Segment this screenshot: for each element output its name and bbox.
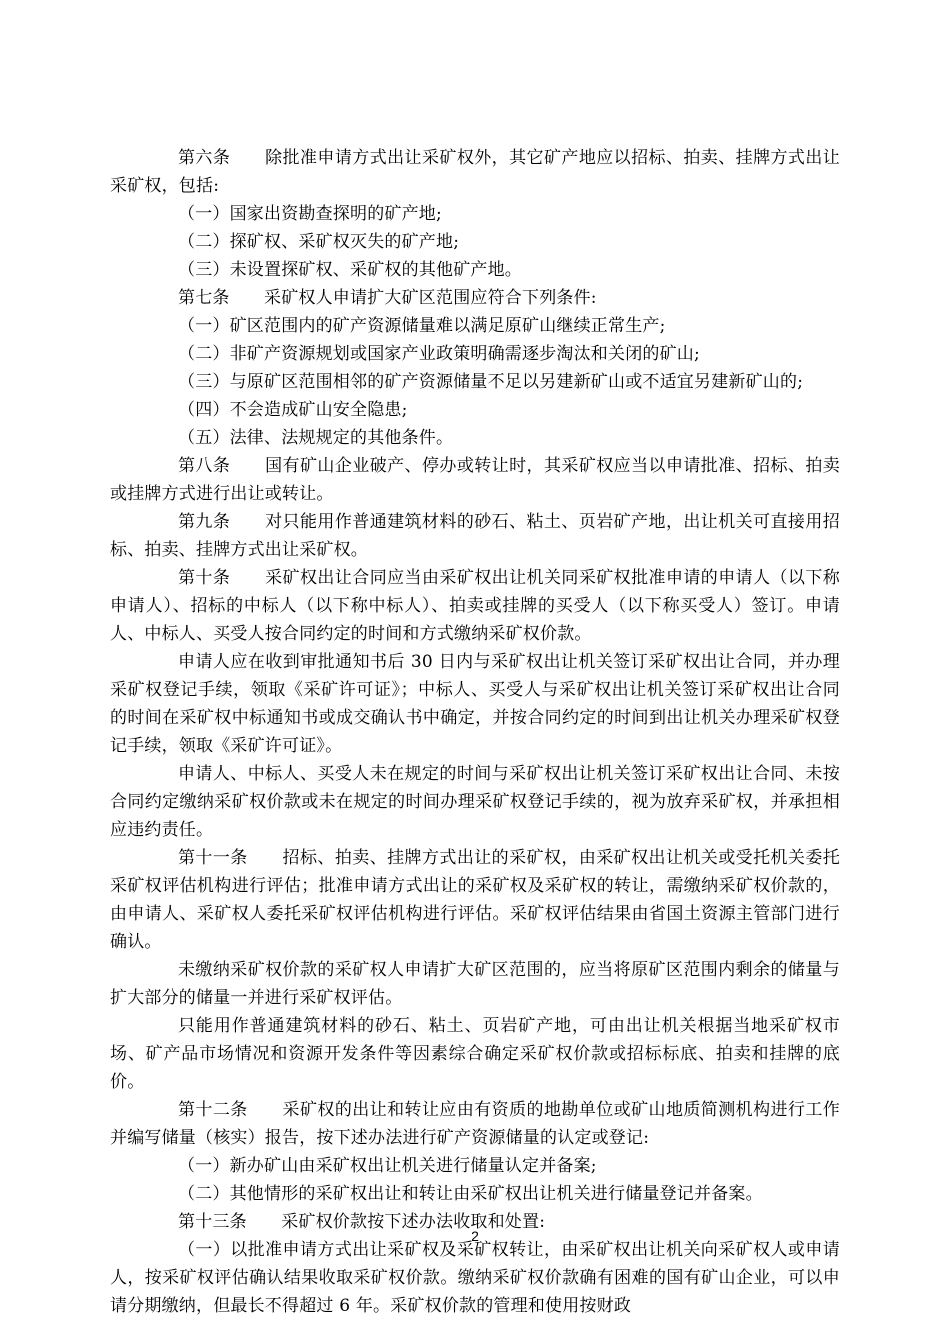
article-6-item-3: （三）未设置探矿权、采矿权的其他矿产地。 [178, 260, 522, 280]
article-10-para-2: 申请人应在收到审批通知书后 30 日内与采矿权出让机关签订采矿权出让合同，并办理采矿权登记手续，领取《采矿许可证》；中标人、买受人与采矿权出让机关签订采矿权出让合同的时间在采矿权中标通知书或成交确认书中确定，并按合同约定的时间到出让机关办理采矿权登记手续，领取《采矿许可证》。 [110, 652, 840, 756]
article-11-para-3: 只能用作普通建筑材料的砂石、粘土、页岩矿产地，可由出让机关根据当地采矿权市场、矿产品市场情况和资源开发条件等因素综合确定采矿权价款或招标标底、拍卖和挂牌的底价。 [110, 1016, 840, 1092]
article-7-item-1: （一）矿区范围内的矿产资源储量难以满足原矿山继续正常生产; [178, 316, 666, 336]
article-6-intro: 第六条 除批准申请方式出让采矿权外，其它矿产地应以招标、拍卖、挂牌方式出让采矿权，包括: [110, 148, 840, 196]
page-number: 2 [471, 1228, 479, 1244]
article-6-item-1: （一）国家出资勘查探明的矿产地; [178, 204, 442, 224]
article-6-item-2: （二）探矿权、采矿权灭失的矿产地; [178, 232, 460, 252]
article-7-item-2: （二）非矿产资源规划或国家产业政策明确需逐步淘汰和关闭的矿山; [178, 344, 700, 364]
article-13-item-1: （一）以批准申请方式出让采矿权及采矿权转让，由采矿权出让机关向采矿权人或申请人，按采矿权评估确认结果收取采矿权价款。缴纳采矿权价款确有困难的国有矿山企业，可以申请分期缴纳，但最长不得超过 6 年。采矿权价款的管理和使用按财政 [110, 1240, 840, 1316]
article-7-intro: 第七条 采矿权人申请扩大矿区范围应符合下列条件: [178, 288, 597, 308]
article-11: 第十一条 招标、拍卖、挂牌方式出让的采矿权，由采矿权出让机关或受托机关委托采矿权评估机构进行评估；批准申请方式出让的采矿权及采矿权的转让，需缴纳采矿权价款的，由申请人、采矿权人委托采矿权评估机构进行评估。采矿权评估结果由省国土资源主管部门进行确认。 [110, 848, 840, 952]
article-12-item-2: （二）其他情形的采矿权出让和转让由采矿权出让机关进行储量登记并备案。 [178, 1184, 763, 1204]
article-12-intro: 第十二条 采矿权的出让和转让应由有资质的地勘单位或矿山地质简测机构进行工作并编写储量（核实）报告，按下述办法进行矿产资源储量的认定或登记: [110, 1100, 840, 1148]
article-9: 第九条 对只能用作普通建筑材料的砂石、粘土、页岩矿产地，出让机关可直接用招标、拍卖、挂牌方式出让采矿权。 [110, 512, 840, 560]
article-10-para-3: 申请人、中标人、买受人未在规定的时间与采矿权出让机关签订采矿权出让合同、未按合同约定缴纳采矿权价款或未在规定的时间办理采矿权登记手续的，视为放弃采矿权，并承担相应违约责任。 [110, 764, 840, 840]
article-7-item-5: （五）法律、法规规定的其他条件。 [178, 428, 454, 448]
document-body [110, 144, 840, 1320]
article-10: 第十条 采矿权出让合同应当由采矿权出让机关同采矿权批准申请的申请人（以下称申请人）、招标的中标人（以下称中标人）、拍卖或挂牌的买受人（以下称买受人）签订。申请人、中标人、买受人按合同约定的时间和方式缴纳采矿权价款。 [110, 568, 840, 644]
article-7-item-4: （四）不会造成矿山安全隐患; [178, 400, 408, 420]
article-11-para-2: 未缴纳采矿权价款的采矿权人申请扩大矿区范围的，应当将原矿区范围内剩余的储量与扩大部分的储量一并进行采矿权评估。 [110, 960, 840, 1008]
article-13-intro: 第十三条 采矿权价款按下述办法收取和处置: [178, 1212, 546, 1232]
article-7-item-3: （三）与原矿区范围相邻的矿产资源储量不足以另建新矿山或不适宜另建新矿山的; [178, 372, 804, 392]
article-12-item-1: （一）新办矿山由采矿权出让机关进行储量认定并备案; [178, 1156, 597, 1176]
article-8: 第八条 国有矿山企业破产、停办或转让时，其采矿权应当以申请批准、招标、拍卖或挂牌方式进行出让或转让。 [110, 456, 840, 504]
